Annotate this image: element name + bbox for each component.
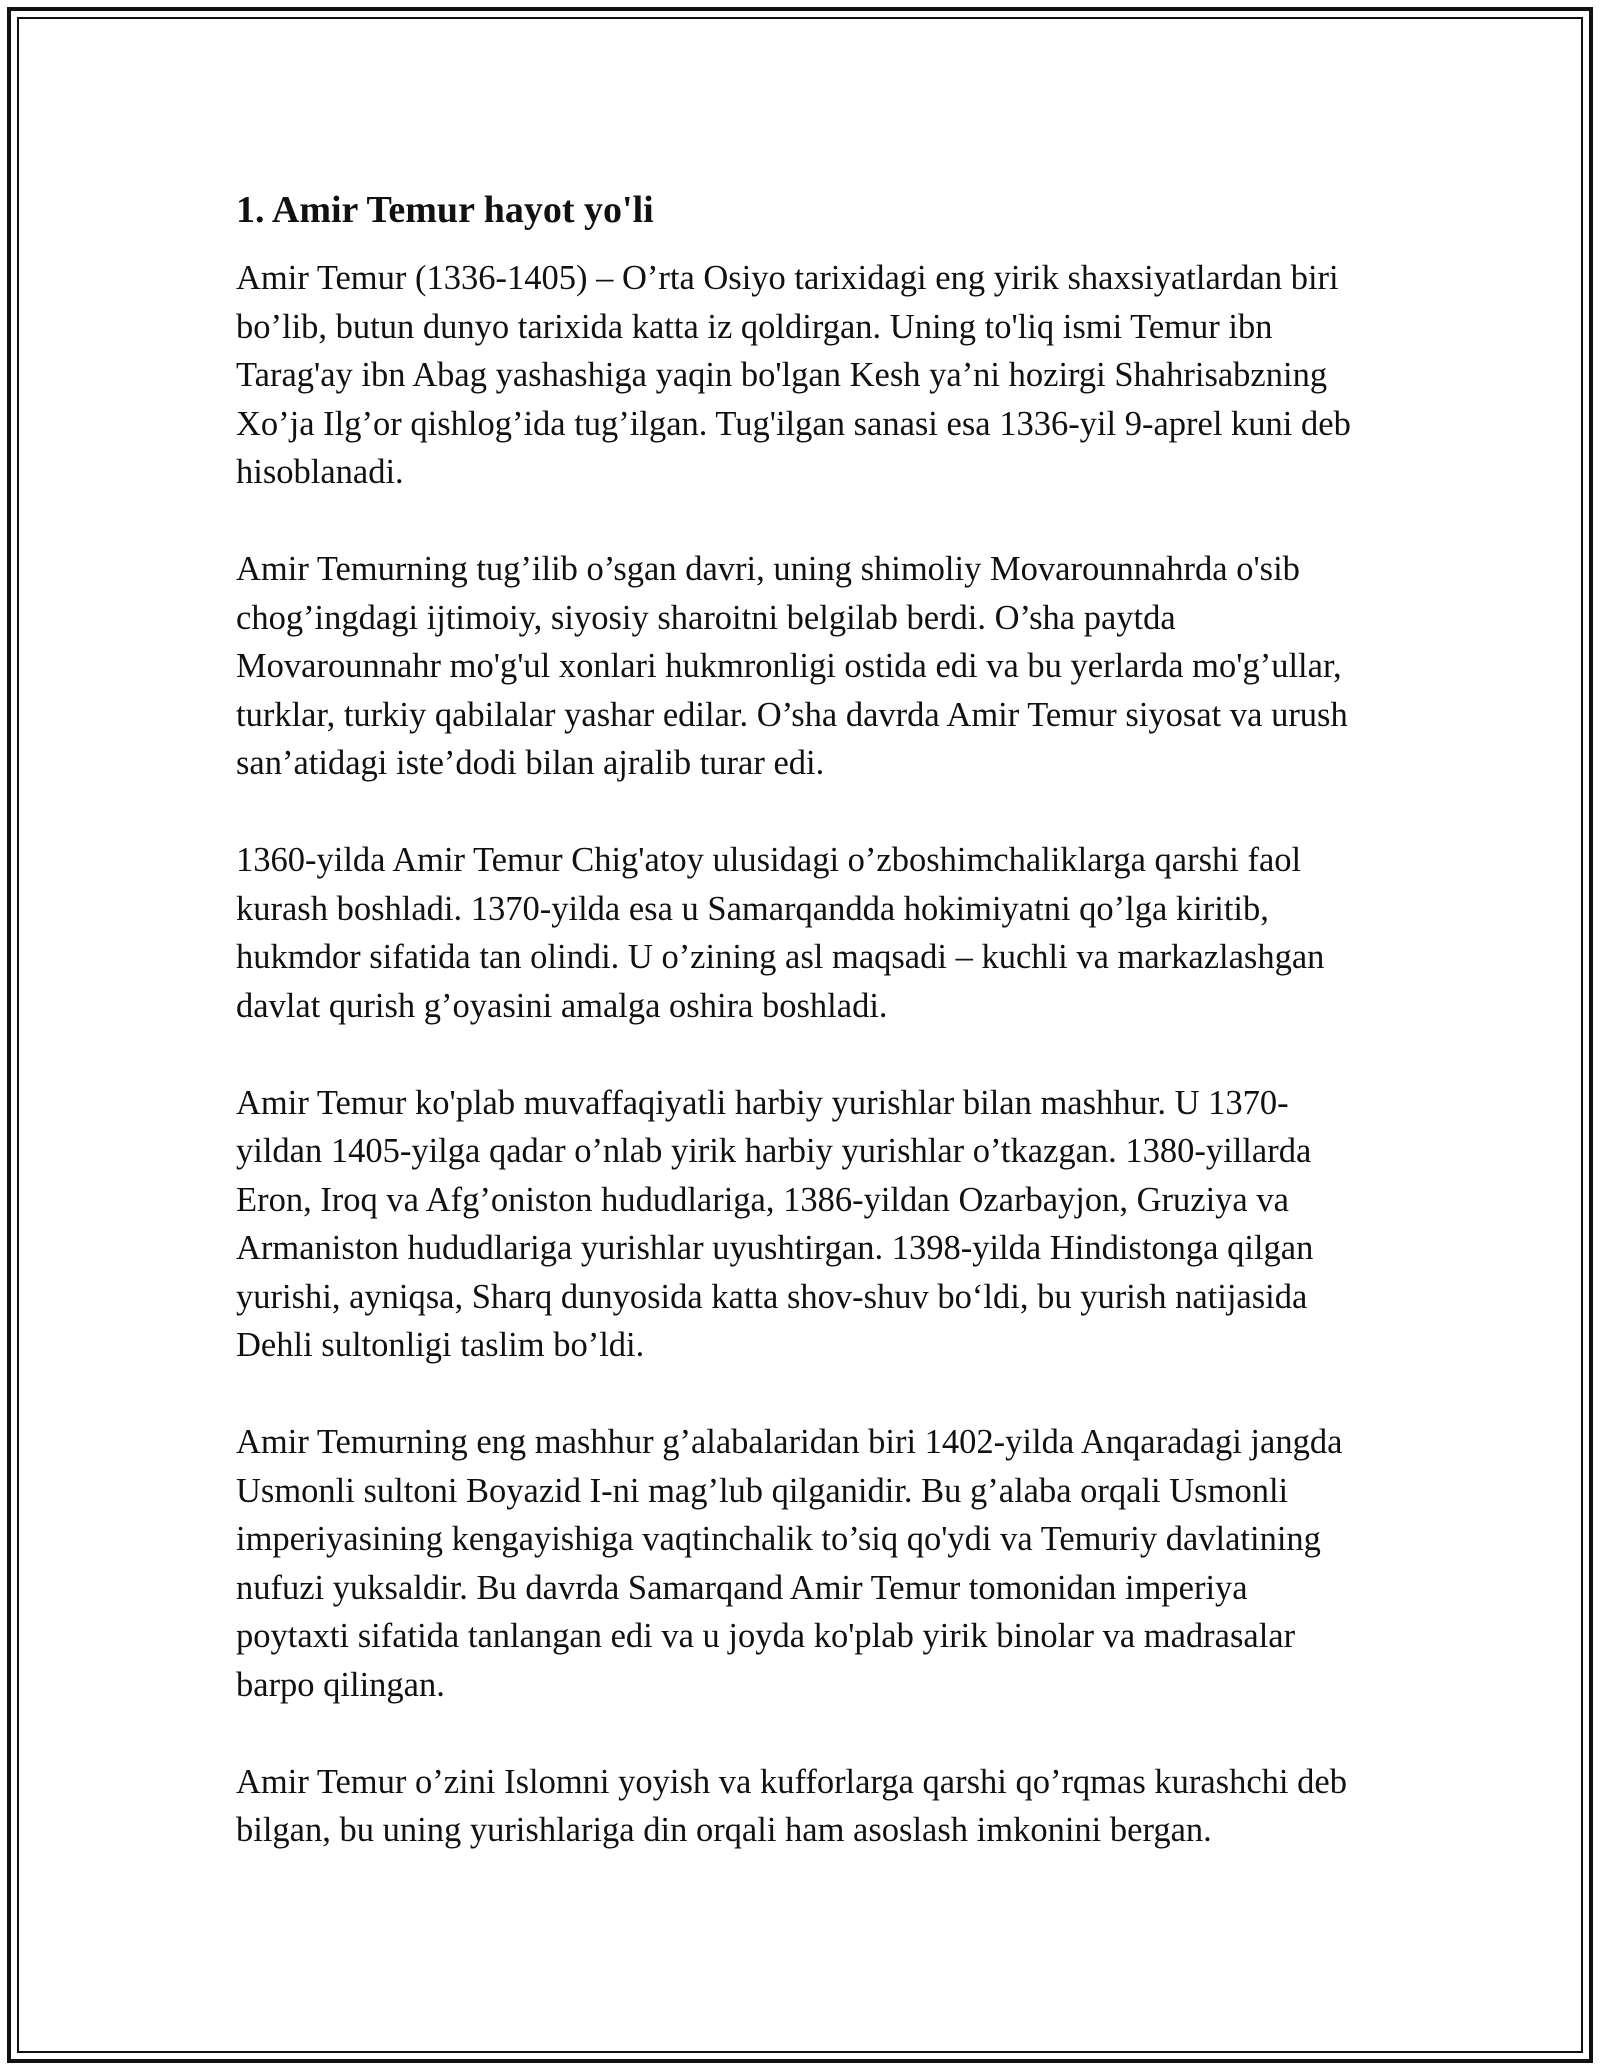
paragraph-religion: Amir Temur o’zini Islomni yoyish va kufforlarga qarshi qo’rqmas kurashchi deb bilgan, bu uning yurishlariga din orqali ham asoslash imkonini bergan.	[236, 1762, 1347, 1849]
document-body	[236, 186, 1366, 1903]
paragraph-birth: Amir Temur (1336-1405) – O’rta Osiyo tarixidagi eng yirik shaxsiyatlardan biri bo’lib, butun dunyo tarixida katta iz qoldirgan. Uning to'liq ismi Temur ibn Tarag'ay ibn Abag yashashiga yaqin bo'lgan Kesh ya’ni hozirgi Shahrisabzning Xo’ja Ilg’or qishlog’ida tug’ilgan. Tug'ilgan sanasi esa 1336-yil 9-aprel kuni deb hisoblanadi.	[236, 259, 1351, 491]
paragraph-campaigns: Amir Temur ko'plab muvaffaqiyatli harbiy yurishlar bilan mashhur. U 1370-yildan 1405-yilga qadar o’nlab yirik harbiy yurishlar o’tkazgan. 1380-yillarda Eron, Iroq va Afg’oniston hududlariga, 1386-yildan Ozarbayjon, Gruziya va Armaniston hududlariga yurishlar uyushtirgan. 1398-yilda Hindistonga qilgan yurishi, ayniqsa, Sharq dunyosida katta shov-shuv bo‘ldi, bu yurish natijasida Dehli sultonligi taslim bo’ldi.	[236, 1083, 1314, 1364]
paragraph-ankara-victory: Amir Temurning eng mashhur g’alabalaridan biri 1402-yilda Anqaradagi jangda Usmonli sultoni Boyazid I-ni mag’lub qilganidir. Bu g’alaba orqali Usmonli imperiyasining kengayishiga vaqtinchalik to’siq qo'ydi va Temuriy davlatining nufuzi yuksaldir. Bu davrda Samarqand Amir Temur tomonidan imperiya poytaxti sifatida tanlangan edi va u joyda ko'plab yirik binolar va madrasalar barpo qilingan.	[236, 1423, 1343, 1704]
paragraph-rise-to-power: 1360-yilda Amir Temur Chig'atoy ulusidagi o’zboshimchaliklarga qarshi faol kurash boshladi. 1370-yilda esa u Samarqandda hokimiyatni qo’lga kiritib, hukmdor sifatida tan olindi. U o’zining asl maqsadi – kuchli va markazlashgan davlat qurish g’oyasini amalga oshira boshladi.	[236, 841, 1325, 1025]
paragraph-youth: Amir Temurning tug’ilib o’sgan davri, uning shimoliy Movarounnahrda o'sib chog’ingdagi ijtimoiy, siyosiy sharoitni belgilab berdi. O’sha paytda Movarounnahr mo'g'ul xonlari hukmronligi ostida edi va bu yerlarda mo'g’ullar, turklar, turkiy qabilalar yashar edilar. O’sha davrda Amir Temur siyosat va urush san’atidagi iste’dodi bilan ajralib turar edi.	[236, 550, 1348, 782]
section-heading: 1. Amir Temur hayot yo'li	[236, 189, 654, 231]
